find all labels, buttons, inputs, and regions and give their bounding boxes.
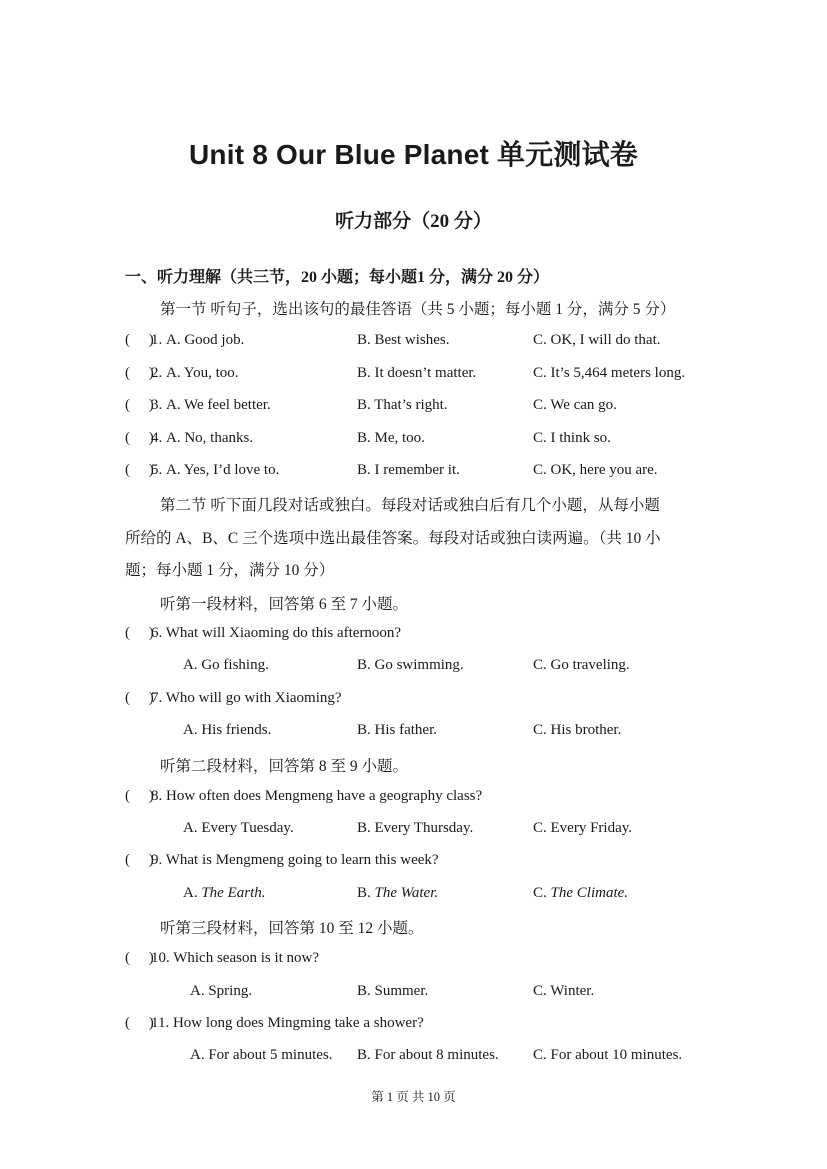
question-3-stem: ( )3. A. We feel better. — [125, 397, 271, 413]
question-3-option-b: B. That’s right. — [357, 397, 448, 413]
answer-blank[interactable]: ( ) — [125, 462, 154, 478]
question-8-stem: ( )8. How often does Mengmeng have a geography class? — [125, 788, 483, 804]
question-11-option-b: B. For about 8 minutes. — [357, 1047, 499, 1063]
question-8-option-b: B. Every Thursday. — [357, 820, 474, 836]
question-7-option-b: B. His father. — [357, 722, 437, 738]
question-10-stem: ( )10. Which season is it now? — [125, 950, 320, 966]
answer-blank[interactable]: ( ) — [125, 690, 154, 706]
material-3-label: 听第三段材料，回答第 10 至 12 小题。 — [160, 920, 424, 937]
question-2-option-b: B. It doesn’t matter. — [357, 365, 477, 381]
section-subtitle: 听力部分（20 分） — [335, 211, 492, 232]
question-2-stem: ( )2. A. You, too. — [125, 365, 239, 381]
question-11-stem: ( )11. How long does Mingming take a shower? — [125, 1015, 424, 1031]
question-6-option-c: C. Go traveling. — [533, 657, 630, 673]
question-8-option-c: C. Every Friday. — [533, 820, 633, 836]
answer-blank[interactable]: ( ) — [125, 625, 154, 641]
question-11-option-c: C. For about 10 minutes. — [533, 1047, 683, 1063]
question-10-option-a: A. Spring. — [190, 983, 253, 999]
question-2-option-c: C. It’s 5,464 meters long. — [533, 365, 686, 381]
question-5-option-b: B. I remember it. — [357, 462, 460, 478]
question-10-option-b: B. Summer. — [357, 983, 429, 999]
answer-blank[interactable]: ( ) — [125, 788, 154, 804]
question-10-option-c: C. Winter. — [533, 983, 595, 999]
question-11-option-a: A. For about 5 minutes. — [190, 1047, 333, 1063]
answer-blank[interactable]: ( ) — [125, 950, 154, 966]
question-7-option-a: A. His friends. — [183, 722, 272, 738]
question-5-stem: ( )5. A. Yes, I’d love to. — [125, 462, 280, 478]
question-6-stem: ( )6. What will Xiaoming do this afternoon? — [125, 625, 402, 641]
question-6-option-a: A. Go fishing. — [183, 657, 269, 673]
part2-instruction-line1: 第二节 听下面几段对话或独白。每段对话或独白后有几个小题，从每小题 — [160, 497, 660, 514]
question-1-stem: ( )1. A. Good job. — [125, 332, 245, 348]
part2-instruction-line3: 题；每小题 1 分，满分 10 分） — [125, 562, 335, 579]
question-9-option-a: A. The Earth. — [183, 885, 266, 901]
part1-instruction: 第一节 听句子，选出该句的最佳答语（共 5 小题；每小题 1 分，满分 5 分） — [160, 301, 676, 318]
part2-instruction-line2: 所给的 A、B、C 三个选项中选出最佳答案。每段对话或独白读两遍。（共 10 小 — [125, 530, 661, 547]
answer-blank[interactable]: ( ) — [125, 332, 154, 348]
answer-blank[interactable]: ( ) — [125, 365, 154, 381]
section-heading: 一、听力理解（共三节，20 小题；每小题1 分，满分 20 分） — [125, 269, 550, 286]
page-footer: 第 1 页 共 10 页 — [371, 1090, 456, 1104]
material-1-label: 听第一段材料，回答第 6 至 7 小题。 — [160, 596, 409, 613]
answer-blank[interactable]: ( ) — [125, 397, 154, 413]
question-4-stem: ( )4. A. No, thanks. — [125, 430, 254, 446]
question-8-option-a: A. Every Tuesday. — [183, 820, 294, 836]
material-2-label: 听第二段材料，回答第 8 至 9 小题。 — [160, 758, 409, 775]
question-1-option-b: B. Best wishes. — [357, 332, 450, 348]
question-4-option-b: B. Me, too. — [357, 430, 425, 446]
question-7-option-c: C. His brother. — [533, 722, 622, 738]
question-5-option-c: C. OK, here you are. — [533, 462, 658, 478]
question-3-option-c: C. We can go. — [533, 397, 617, 413]
answer-blank[interactable]: ( ) — [125, 430, 154, 446]
page-title: Unit 8 Our Blue Planet 单元测试卷 — [189, 139, 638, 170]
question-4-option-c: C. I think so. — [533, 430, 611, 446]
answer-blank[interactable]: ( ) — [125, 1015, 154, 1031]
question-9-stem: ( )9. What is Mengmeng going to learn this week? — [125, 852, 439, 868]
question-9-option-c: C. The Climate. — [533, 885, 629, 901]
question-7-stem: ( )7. Who will go with Xiaoming? — [125, 690, 342, 706]
question-1-option-c: C. OK, I will do that. — [533, 332, 661, 348]
answer-blank[interactable]: ( ) — [125, 852, 154, 868]
question-9-option-b: B. The Water. — [357, 885, 439, 901]
question-6-option-b: B. Go swimming. — [357, 657, 464, 673]
